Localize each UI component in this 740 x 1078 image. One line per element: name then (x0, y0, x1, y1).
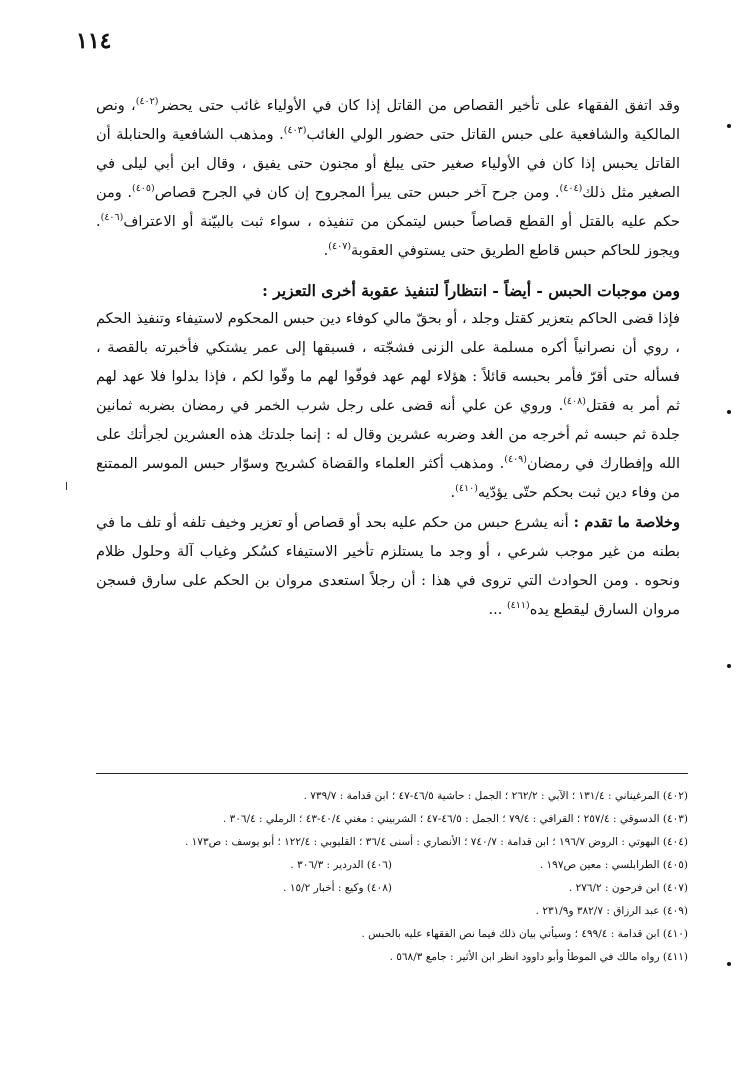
footnotes (96, 786, 688, 970)
footnote-404: (٤٠٤) البهوتي : الروض ١٩٦/٧ ؛ ابن قدامة : ٧٤٠/٧ ؛ الأنصاري : أسنى ٣٦/٤ ؛ القليوبي : ١٢٢/٤ ؛ أبو يوسف : ص١٧٣ . (184, 836, 688, 848)
footnote-ref-402[interactable]: (٤٠٢) (135, 96, 159, 107)
footnote-402: (٤٠٢) المرغيناني : ١٣١/٤ ؛ الآبي : ٢٦٢/٢ ؛ الجمل : حاشية ٤٦/٥-٤٧ ؛ ابن قدامة : ٧٣٩/٧ . (303, 790, 688, 802)
paragraph-tazir (96, 305, 680, 508)
footnote-ref-408[interactable]: (٤٠٨) (563, 396, 586, 407)
text-run: وقد اتفق الفقهاء على تأخير القصاص من القاتل إذا كان في الأولياء غائب حتى يحضر (158, 98, 680, 114)
footnote-ref-411[interactable]: (٤١١) (506, 600, 530, 611)
text-run: . (450, 485, 456, 501)
text-run: . ومذهب الشافعية والحنابلة أن القاتل يحبس إذا كان في الأولياء صغير حتى يبلغ أو مجنون حتى يفيق ، وقال ابن أبي ليلى في الصغير مثل ذلك (96, 127, 680, 201)
footnote-406: (٤٠٦) الدردير : ٣٠٦/٣ . (290, 859, 392, 871)
text-run: فإذا قضى الحاكم بتعزير كقتل وجلد ، أو بحقّ مالي كوفاء دين حبس المحكوم لاستيفاء وتنفيذ الحكم ، روي أن نصرانياً أكره مسلمة على الزنى فشجّته ، فسبقها إلى عمر يشتكي فأخبرته بالقصة ، فسأله حتى أقرّ فأمر بحبسه قائلاً : هؤلاء لهم عهد فوفّوا لهم ما وفّوا لكم ، فإذا بدلوا فلا عهد لهم ثم أمر به فقتل (96, 311, 680, 414)
footnote-411: (٤١١) رواه مالك في الموطأ وأبو داوود انظر ابن الأثير : جامع ٥٦٨/٣ . (389, 951, 688, 963)
page-number: ١١٤ (76, 28, 112, 54)
text-run: ... (488, 602, 507, 618)
main-text (96, 92, 680, 625)
text-run: أنه يشرع حبس من حكم عليه بحد أو قصاص أو تعزير وخيف تلفه أو تلف ما في بطنه من غير موجب شرعي ، أو وجد ما يستلزم تأخير الاستيفاء كسُكر وغياب آلة وحلول ظلام ونحوه . ومن الحوادث التي تروى في هذا : أن رجلاً استعدى مروان بن الحكم على سارق فسجن مروان السارق ليقطع يده (96, 515, 680, 618)
footnote-ref-409[interactable]: (٤٠٩) (504, 454, 527, 465)
footnote-ref-405[interactable]: (٤٠٥) (131, 183, 155, 194)
footnote-separator (96, 773, 688, 774)
binding-dot (727, 962, 731, 966)
binding-dot (727, 410, 731, 414)
footnote-row (96, 878, 688, 898)
footnote-row (96, 855, 688, 875)
text-run: . (323, 243, 329, 259)
footnote-405: (٤٠٥) الطرابلسي : معين ص١٩٧ . (539, 859, 688, 871)
footnote-ref-403[interactable]: (٤٠٣) (283, 125, 307, 136)
binding-dot (727, 124, 731, 128)
section-heading-tazir: ومن موجبات الحبس - أيضاً - انتظاراً لتنفيذ عقوبة أخرى التعزير : (262, 281, 680, 300)
footnote-ref-406[interactable]: (٤٠٦) (100, 212, 124, 223)
footnote-ref-404[interactable]: (٤٠٤) (559, 183, 583, 194)
footnote-409: (٤٠٩) عبد الرزاق : ٣٨٢/٧ و٢٣١/٩ . (535, 905, 688, 917)
footnote-403: (٤٠٣) الدسوقي : ٢٥٧/٤ ؛ القرافي : ٧٩/٤ ؛ الجمل : ٤٦/٥-٤٧ ؛ الشربيني : مغني ٤٠/٤-٤٣ ؛ الرملي : ٣٠٦/٤ . (222, 813, 688, 825)
text-run: . ومن جرح آخر حبس حتى يبرأ المجروح إن كان في الجرح قصاص (154, 185, 560, 201)
text-run: . ومذهب أكثر العلماء والقضاة كشريح وسوّار حبس الموسر الممتنع من وفاء دين ثبت بحكم حتّى يؤدّيه (96, 456, 680, 501)
paragraph-summary (96, 508, 680, 625)
footnote-ref-407[interactable]: (٤٠٧) (328, 241, 352, 252)
footnote-407: (٤٠٧) ابن فرحون : ٢٧٦/٢ . (568, 882, 688, 894)
text-run: ، ونص المالكية والشافعية على حبس القاتل حتى حضور الولي الغائب (96, 98, 681, 143)
margin-mark (66, 482, 67, 490)
summary-lead: وخلاصة ما تقدم : (573, 514, 680, 531)
text-run: . ومن حكم عليه بالقتل أو القطع قصاصاً حبس ليتمكن من تنفيذه ، سواء ثبت بالبيّنة أو الاعتراف (96, 185, 680, 230)
binding-dot (727, 664, 731, 668)
text-run: . وروي عن علي أنه قضى على رجل شرب الخمر في رمضان بضربه ثمانين جلدة ثم حبسه ثم أخرجه من الغد وضربه عشرين وقال له : إنما جلدتك هذه العشرين لجرأتك على الله وإفطارك في رمضان (96, 398, 680, 472)
footnote-410: (٤١٠) ابن قدامة : ٤٩٩/٤ ؛ وسيأتي بيان ذلك فيما نص الفقهاء عليه بالحبس . (361, 928, 688, 940)
paragraph-detention-qisas (96, 92, 680, 266)
footnote-408: (٤٠٨) وكيع : أخبار ١٥/٢ . (283, 882, 392, 894)
text-run: . ويجوز للحاكم حبس قاطع الطريق حتى يستوفي العقوبة (96, 214, 680, 259)
footnote-ref-410[interactable]: (٤١٠) (455, 483, 478, 494)
